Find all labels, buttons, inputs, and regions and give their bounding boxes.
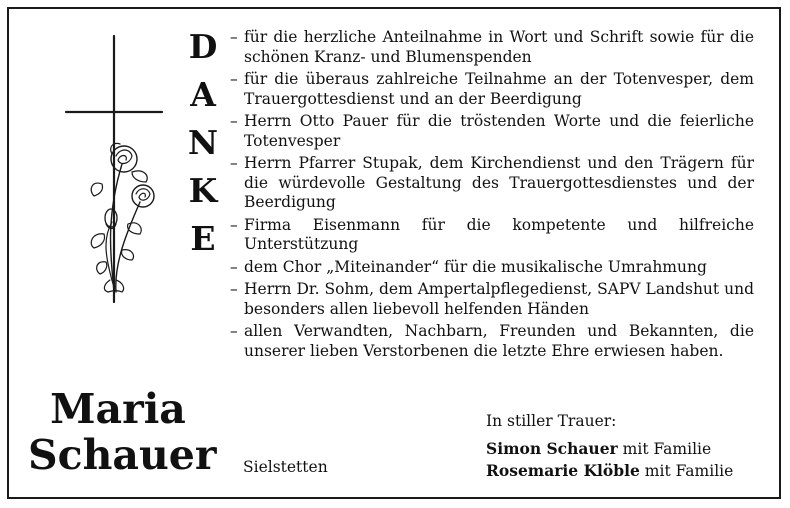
place-name: Sielstetten (243, 458, 328, 476)
list-item-text: Herrn Pfarrer Stupak, dem Kirchendienst und den Trägern für die würdevolle Gestaltung des Trauergottesdienstes und der Beerdigung (244, 154, 754, 211)
list-item (230, 70, 754, 109)
list-item (230, 216, 754, 255)
mourner-family (486, 460, 733, 482)
bullet-dash: – (230, 28, 238, 46)
danke-letter: D (188, 27, 218, 66)
list-item (230, 258, 754, 278)
cross-roses-icon (64, 34, 164, 304)
bullet-dash: – (230, 112, 238, 130)
list-item (230, 112, 754, 151)
thanks-list (230, 28, 754, 364)
danke-vertical-heading (186, 27, 220, 270)
list-item (230, 28, 754, 67)
danke-letter: A (190, 75, 216, 114)
list-item-text: für die herzliche Anteilnahme in Wort und Schrift sowie für die schönen Kranz- und Blumenspenden (244, 28, 754, 66)
mourner-suffix: mit Familie (644, 462, 734, 480)
list-item-text: dem Chor „Miteinander“ für die musikalische Umrahmung (244, 257, 707, 276)
deceased-last-name: Schauer (28, 431, 217, 479)
list-item (230, 280, 754, 319)
mourners-block (486, 410, 733, 482)
mourners-label: In stiller Trauer: (486, 412, 617, 430)
bullet-dash: – (230, 257, 238, 276)
bullet-dash: – (230, 154, 238, 172)
bullet-dash: – (230, 280, 238, 298)
bullet-dash: – (230, 70, 238, 88)
list-item (230, 322, 754, 361)
list-item-text: Herrn Otto Pauer für die tröstenden Worte und die feierliche Totenvesper (244, 112, 754, 150)
list-item-text: für die überaus zahlreiche Teilnahme an der Totenvesper, dem Trauergottesdienst und an der Beerdigung (244, 70, 754, 108)
mourner-name: Simon Schauer (486, 439, 618, 458)
danke-letter: N (187, 123, 219, 162)
mourner-name: Rosemarie Klöble (486, 461, 640, 480)
mourner-family (486, 438, 733, 460)
deceased-name (28, 385, 217, 479)
bullet-dash: – (230, 215, 238, 234)
list-item-text: Firma Eisenmann für die kompetente und hilfreiche Unterstützung (244, 215, 754, 253)
deceased-first-name: Maria (50, 385, 186, 433)
danke-letter: E (190, 219, 216, 258)
danke-letter: K (188, 171, 218, 210)
list-item-text: Herrn Dr. Sohm, dem Ampertalpflegedienst, SAPV Landshut und besonders allen liebevoll helfenden Händen (244, 280, 754, 318)
list-item-text: allen Verwandten, Nachbarn, Freunden und Bekannten, die unserer lieben Verstorbenen die letzte Ehre erwiesen haben. (244, 322, 754, 360)
mourner-suffix: mit Familie (622, 440, 712, 458)
list-item (230, 154, 754, 213)
bullet-dash: – (230, 322, 238, 340)
